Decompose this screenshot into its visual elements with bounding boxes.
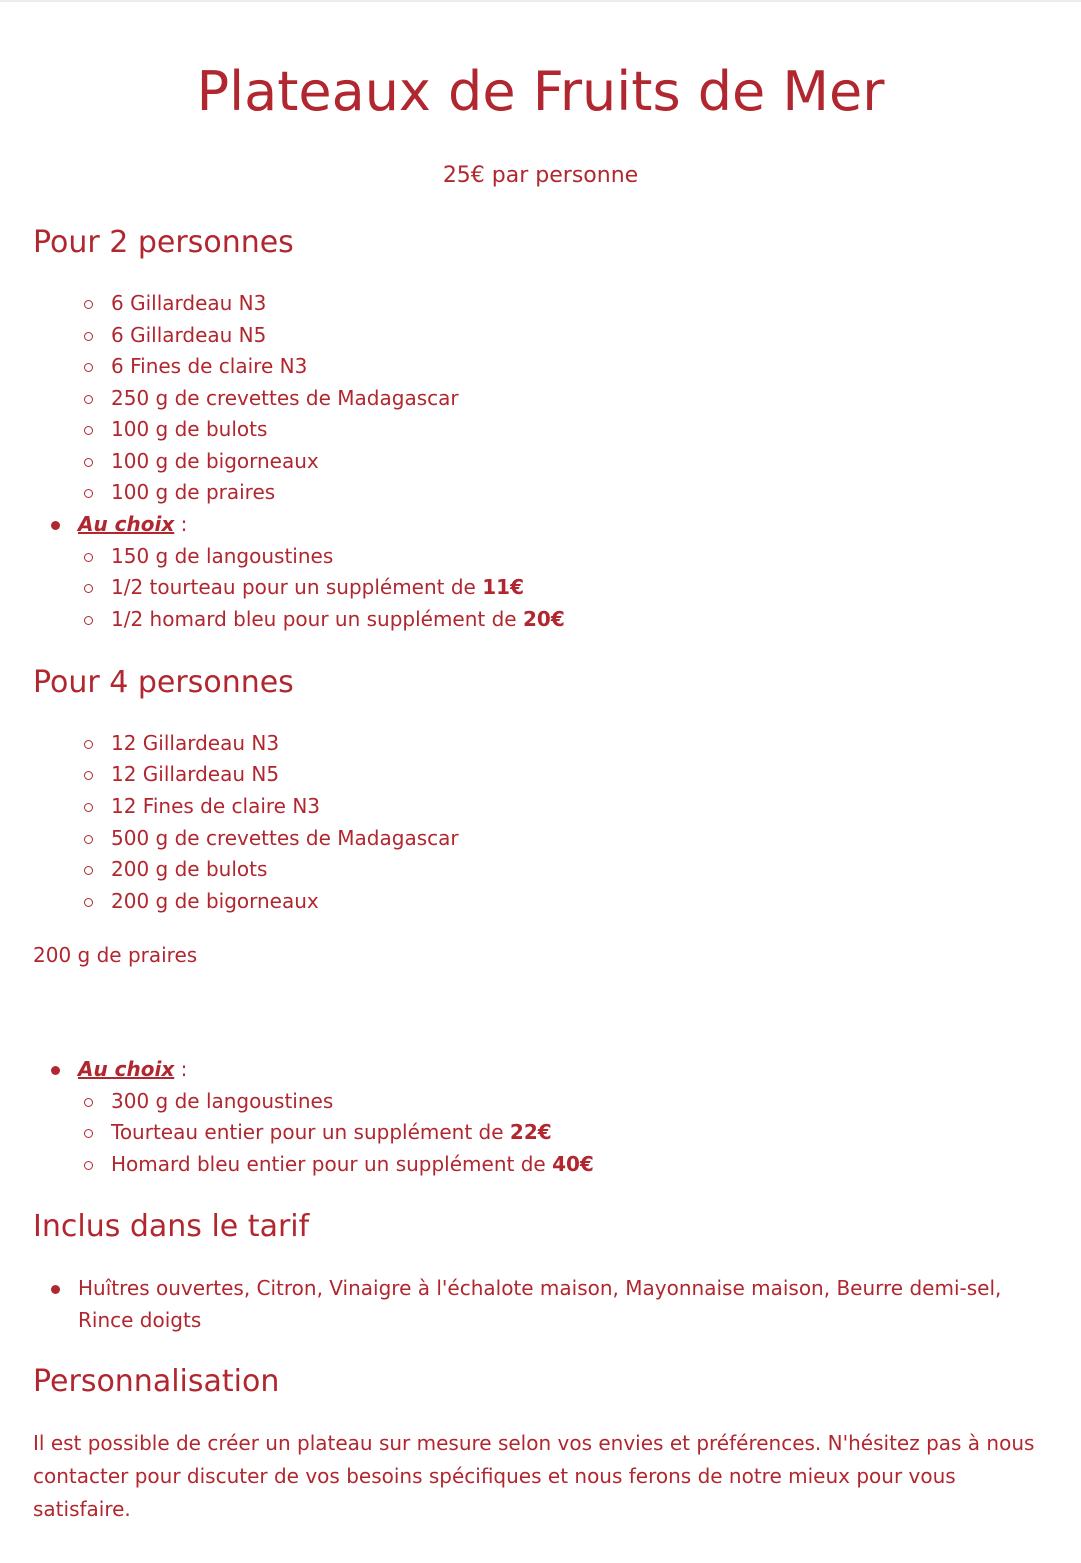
circle-bullet-icon bbox=[84, 458, 93, 467]
list-item: 12 Gillardeau N5 bbox=[111, 762, 280, 786]
choice-item bbox=[111, 1120, 552, 1144]
choice-price: 40€ bbox=[552, 1152, 594, 1176]
choice-text: Homard bleu entier pour un supplément de bbox=[111, 1152, 553, 1176]
list-item: 100 g de praires bbox=[111, 480, 276, 504]
choice-heading bbox=[78, 512, 187, 536]
heading-2-persons: Pour 2 personnes bbox=[33, 225, 294, 260]
price-per-person: 25€ par personne bbox=[442, 163, 639, 188]
choice-label: Au choix bbox=[78, 1057, 175, 1081]
choice-label: Au choix bbox=[78, 512, 175, 536]
disc-bullet-icon bbox=[51, 1066, 60, 1075]
circle-bullet-icon bbox=[84, 835, 93, 844]
choice-item bbox=[111, 1089, 333, 1113]
circle-bullet-icon bbox=[84, 553, 93, 562]
choice-price: 11€ bbox=[482, 575, 524, 599]
choice-text: 1/2 homard bleu pour un supplément de bbox=[111, 607, 523, 631]
choice-colon: : bbox=[174, 512, 188, 536]
list-item: 12 Gillardeau N3 bbox=[111, 731, 280, 755]
circle-bullet-icon bbox=[84, 1098, 93, 1107]
circle-bullet-icon bbox=[84, 740, 93, 749]
circle-bullet-icon bbox=[84, 898, 93, 907]
circle-bullet-icon bbox=[84, 395, 93, 404]
page-title: Plateaux de Fruits de Mer bbox=[196, 60, 885, 123]
choice-price: 20€ bbox=[522, 607, 565, 631]
choice-text: 300 g de langoustines bbox=[111, 1089, 334, 1113]
circle-bullet-icon bbox=[84, 1129, 93, 1138]
circle-bullet-icon bbox=[84, 584, 93, 593]
circle-bullet-icon bbox=[84, 616, 93, 625]
list-item: 6 Gillardeau N3 bbox=[111, 291, 267, 315]
list-item: 100 g de bigorneaux bbox=[111, 449, 319, 473]
choice-item bbox=[111, 607, 565, 631]
list-item: 500 g de crevettes de Madagascar bbox=[111, 826, 459, 850]
circle-bullet-icon bbox=[84, 426, 93, 435]
choice-heading bbox=[78, 1057, 187, 1081]
choice-price: 22€ bbox=[509, 1120, 552, 1144]
circle-bullet-icon bbox=[84, 363, 93, 372]
list-item: 200 g de bigorneaux bbox=[111, 889, 319, 913]
circle-bullet-icon bbox=[84, 803, 93, 812]
circle-bullet-icon bbox=[84, 332, 93, 341]
heading-included: Inclus dans le tarif bbox=[33, 1209, 310, 1244]
circle-bullet-icon bbox=[84, 300, 93, 309]
list-item: 6 Fines de claire N3 bbox=[111, 354, 308, 378]
choice-item bbox=[111, 1152, 594, 1176]
list-item: 12 Fines de claire N3 bbox=[111, 794, 321, 818]
heading-4-persons: Pour 4 personnes bbox=[33, 665, 294, 700]
circle-bullet-icon bbox=[84, 866, 93, 875]
circle-bullet-icon bbox=[84, 489, 93, 498]
choice-item bbox=[111, 575, 524, 599]
heading-personalisation: Personnalisation bbox=[33, 1364, 280, 1399]
list-item: 200 g de bulots bbox=[111, 857, 268, 881]
disc-bullet-icon bbox=[51, 521, 60, 530]
choice-colon: : bbox=[174, 1057, 188, 1081]
circle-bullet-icon bbox=[84, 1161, 93, 1170]
list-item: 6 Gillardeau N5 bbox=[111, 323, 267, 347]
list-item: 250 g de crevettes de Madagascar bbox=[111, 386, 459, 410]
included-items: Huîtres ouvertes, Citron, Vinaigre à l'échalote maison, Mayonnaise maison, Beurre demi-sel, Rince doigts bbox=[78, 1276, 1002, 1332]
circle-bullet-icon bbox=[84, 771, 93, 780]
loose-item: 200 g de praires bbox=[33, 943, 198, 967]
choice-text: 1/2 tourteau pour un supplément de bbox=[111, 575, 483, 599]
personalisation-text: Il est possible de créer un plateau sur mesure selon vos envies et préférences. N'hésitez pas à nous contacter pour discuter de vos besoins spécifiques et nous ferons de notre mieux pour vous satisfaire. bbox=[33, 1431, 1035, 1521]
list-item: 100 g de bulots bbox=[111, 417, 268, 441]
choice-text: Tourteau entier pour un supplément de bbox=[111, 1120, 510, 1144]
disc-bullet-icon bbox=[51, 1285, 60, 1294]
choice-text: 150 g de langoustines bbox=[111, 544, 334, 568]
choice-item bbox=[111, 544, 333, 568]
